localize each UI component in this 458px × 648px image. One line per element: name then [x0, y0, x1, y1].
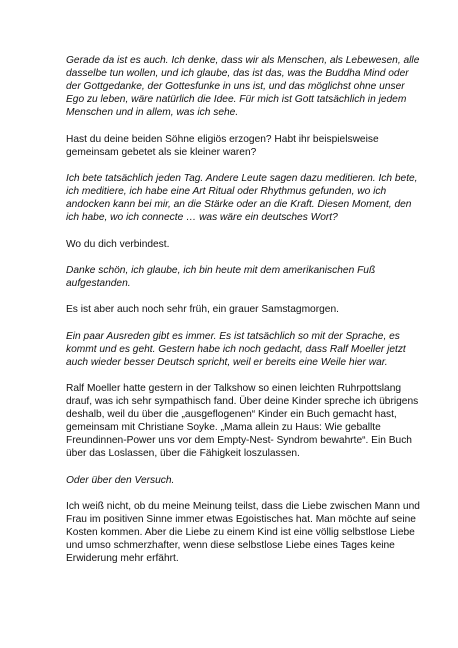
paragraph-answer: Oder über den Versuch. — [66, 474, 175, 486]
paragraph-answer: Ein paar Ausreden gibt es immer. Es ist tatsächlich so mit der Sprache, es kommt und es geht. Gestern habe ich noch gedacht, dass Ralf Moeller jetzt auch wieder besser Deutsch spricht, weil er bereits eine Weile hier war. — [66, 330, 406, 368]
paragraph-question: Ich weiß nicht, ob du meine Meinung teilst, dass die Liebe zwischen Mann und Frau im positiven Sinne immer etwas Egoistisches hat. Man möchte auf seine Kosten kommen. Aber die Liebe zu einem Kind ist eine völlig selbstlose Liebe und umso schmerzhafter, wenn diese selbstlose Liebe eines Tages keine Erwiderung mehr erfährt. — [66, 501, 420, 565]
paragraph-question: Hast du deine beiden Söhne eligiös erzogen? Habt ihr beispielsweise gemeinsam gebetet als sie kleiner waren? — [66, 133, 379, 158]
paragraph-question: Wo du dich verbindest. — [66, 238, 170, 250]
paragraph-answer: Danke schön, ich glaube, ich bin heute mit dem amerikanischen Fuß aufgestanden. — [66, 264, 376, 289]
paragraph-answer: Ich bete tatsächlich jeden Tag. Andere Leute sagen dazu meditieren. Ich bete, ich meditiere, ich habe eine Art Ritual oder Rhythmus gefunden, wo ich andocken kann bei mir, an die Stärke oder an die Kraft. Diesen Moment, den ich habe, wo ich connecte … was wäre ein deutsches Wort? — [66, 173, 418, 224]
document-body — [66, 54, 422, 566]
paragraph-question: Es ist aber auch noch sehr früh, ein grauer Samstagmorgen. — [66, 304, 339, 316]
paragraph-answer: Gerade da ist es auch. Ich denke, dass wir als Menschen, als Lebewesen, alle dasselbe tun wollen, und ich glaube, das ist das, was the Buddha Mind oder der Gottgedanke, der Gottesfunke in uns ist, und das möglichst ohne unser Ego zu leben, wäre natürlich die Idee. Für mich ist Gott tatsächlich in jedem Menschen und in allem, was ich sehe. — [66, 55, 420, 119]
paragraph-question: Ralf Moeller hatte gestern in der Talkshow so einen leichten Ruhrpottslang drauf, was ich sehr sympathisch fand. Über deine Kinder spreche ich übrigens deshalb, weil du über die „ausgeflogenen“ Kinder ein Buch gemacht hast, gemeinsam mit Christiane Soyke. „Mama allein zu Haus: Wie geballte Freundinnen-Power uns vor dem Empty-Nest- Syndrom bewahrte“. Ein Buch über das Loslassen, über die Fähigkeit loszulassen. — [66, 383, 419, 460]
